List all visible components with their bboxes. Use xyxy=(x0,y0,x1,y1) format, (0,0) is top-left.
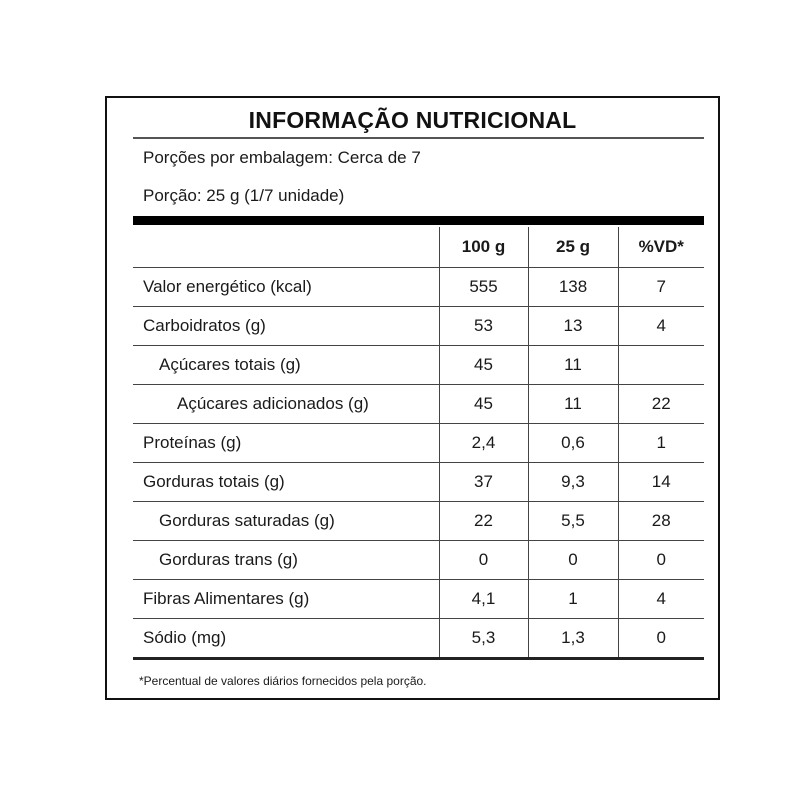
cell-daily-value: 0 xyxy=(618,619,704,659)
cell-per-100g: 0 xyxy=(439,541,528,580)
cell-per-serving: 13 xyxy=(528,307,618,346)
row-label-carbohydrates: Carboidratos (g) xyxy=(133,307,439,346)
cell-per-100g: 2,4 xyxy=(439,424,528,463)
cell-daily-value: 4 xyxy=(618,580,704,619)
nutrition-title: INFORMAÇÃO NUTRICIONAL xyxy=(248,107,577,133)
cell-per-serving: 5,5 xyxy=(528,502,618,541)
header-daily-value: %VD* xyxy=(618,227,704,268)
thick-divider xyxy=(133,216,704,225)
cell-daily-value: 1 xyxy=(618,424,704,463)
table-row xyxy=(133,502,704,541)
table-row xyxy=(133,619,704,659)
header-per-serving: 25 g xyxy=(528,227,618,268)
servings-per-package: Porções por embalagem: Cerca de 7 xyxy=(143,148,421,167)
header-per-100g: 100 g xyxy=(439,227,528,268)
table-header-row xyxy=(133,227,704,268)
row-label-saturated-fat: Gorduras saturadas (g) xyxy=(133,502,439,541)
row-label-energy: Valor energético (kcal) xyxy=(133,268,439,307)
cell-daily-value: 14 xyxy=(618,463,704,502)
table-row xyxy=(133,385,704,424)
nutrition-table xyxy=(133,227,704,660)
cell-per-100g: 45 xyxy=(439,385,528,424)
cell-per-100g: 53 xyxy=(439,307,528,346)
row-label-added-sugars: Açúcares adicionados (g) xyxy=(133,385,439,424)
row-label-total-sugars: Açúcares totais (g) xyxy=(133,346,439,385)
cell-per-100g: 37 xyxy=(439,463,528,502)
serving-size: Porção: 25 g (1/7 unidade) xyxy=(143,186,345,205)
cell-per-serving: 9,3 xyxy=(528,463,618,502)
cell-per-100g: 4,1 xyxy=(439,580,528,619)
row-label-total-fat: Gorduras totais (g) xyxy=(133,463,439,502)
nutrition-facts-panel xyxy=(105,96,720,700)
cell-daily-value: 4 xyxy=(618,307,704,346)
header-empty-cell xyxy=(133,227,439,268)
title-divider xyxy=(133,137,704,139)
cell-per-100g: 555 xyxy=(439,268,528,307)
daily-value-footnote: *Percentual de valores diários fornecidos pela porção. xyxy=(139,674,427,688)
row-label-proteins: Proteínas (g) xyxy=(133,424,439,463)
table-row xyxy=(133,346,704,385)
table-row xyxy=(133,580,704,619)
row-label-fiber: Fibras Alimentares (g) xyxy=(133,580,439,619)
row-label-trans-fat: Gorduras trans (g) xyxy=(133,541,439,580)
cell-per-100g: 5,3 xyxy=(439,619,528,659)
cell-daily-value: 22 xyxy=(618,385,704,424)
cell-per-100g: 22 xyxy=(439,502,528,541)
row-label-sodium: Sódio (mg) xyxy=(133,619,439,659)
cell-daily-value xyxy=(618,346,704,385)
cell-per-serving: 0 xyxy=(528,541,618,580)
cell-daily-value: 7 xyxy=(618,268,704,307)
cell-per-serving: 1 xyxy=(528,580,618,619)
cell-daily-value: 0 xyxy=(618,541,704,580)
table-row xyxy=(133,268,704,307)
cell-daily-value: 28 xyxy=(618,502,704,541)
cell-per-serving: 1,3 xyxy=(528,619,618,659)
table-row xyxy=(133,424,704,463)
table-row xyxy=(133,541,704,580)
cell-per-100g: 45 xyxy=(439,346,528,385)
cell-per-serving: 0,6 xyxy=(528,424,618,463)
cell-per-serving: 11 xyxy=(528,385,618,424)
table-row xyxy=(133,307,704,346)
table-row xyxy=(133,463,704,502)
cell-per-serving: 138 xyxy=(528,268,618,307)
cell-per-serving: 11 xyxy=(528,346,618,385)
